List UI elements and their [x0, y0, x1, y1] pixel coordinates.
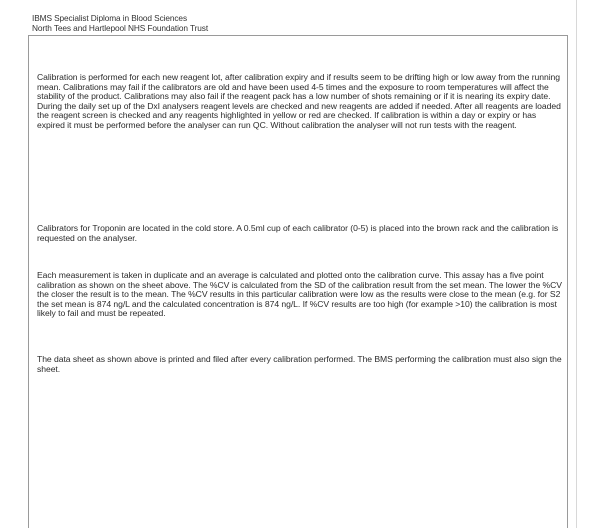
document-header	[32, 13, 208, 33]
paragraph-measurement-cv: Each measurement is taken in duplicate and an average is calculated and plotted onto the calibration curve. This assay has a five point calibration as shown on the sheet above. The %CV is calculated from the SD of the calibration result from the set mean. The lower the %CV the closer the result is to the mean. The %CV results in this particular calibration were low as the results were close to the mean (e.g. for S2 the set mean is 874 ng/L and the calculated concentration is 874 ng/L. If %CV results are too high (for example >10) the calibration is most likely to fail and must be repeated.	[37, 270, 562, 318]
paragraph-calibration-overview: Calibration is performed for each new reagent lot, after calibration expiry and if results seem to be drifting high or low away from the running mean. Calibrations may fail if the calibrators are old and have been used 4-5 times and the exposure to room temperatures will affect the stability of the product. Calibrations may also fail if the reagent pack has a low number of shots remaining or if it is nearing its expiry date. During the daily set up of the DxI analysers reagent levels are checked and new reagents are added if needed. After all reagents are loaded the reagent screen is checked and any reagents highlighted in yellow or red are checked. If calibration is within a day or expiry or has expired it must be performed before the analyser can run QC. Without calibration the analyser will not run tests with the reagent.	[37, 72, 561, 130]
header-trust-name: North Tees and Hartlepool NHS Foundation Trust	[32, 23, 209, 33]
page-edge-line	[576, 0, 577, 528]
paragraph-troponin-calibrators: Calibrators for Troponin are located in the cold store. A 0.5ml cup of each calibrator (0-5) is placed into the brown rack and the calibration is requested on the analyser.	[37, 223, 559, 243]
paragraph-data-sheet: The data sheet as shown above is printed and filed after every calibration performed. The BMS performing the calibration must also sign the sheet.	[37, 354, 562, 374]
header-course-title: IBMS Specialist Diploma in Blood Sciences	[32, 13, 187, 23]
